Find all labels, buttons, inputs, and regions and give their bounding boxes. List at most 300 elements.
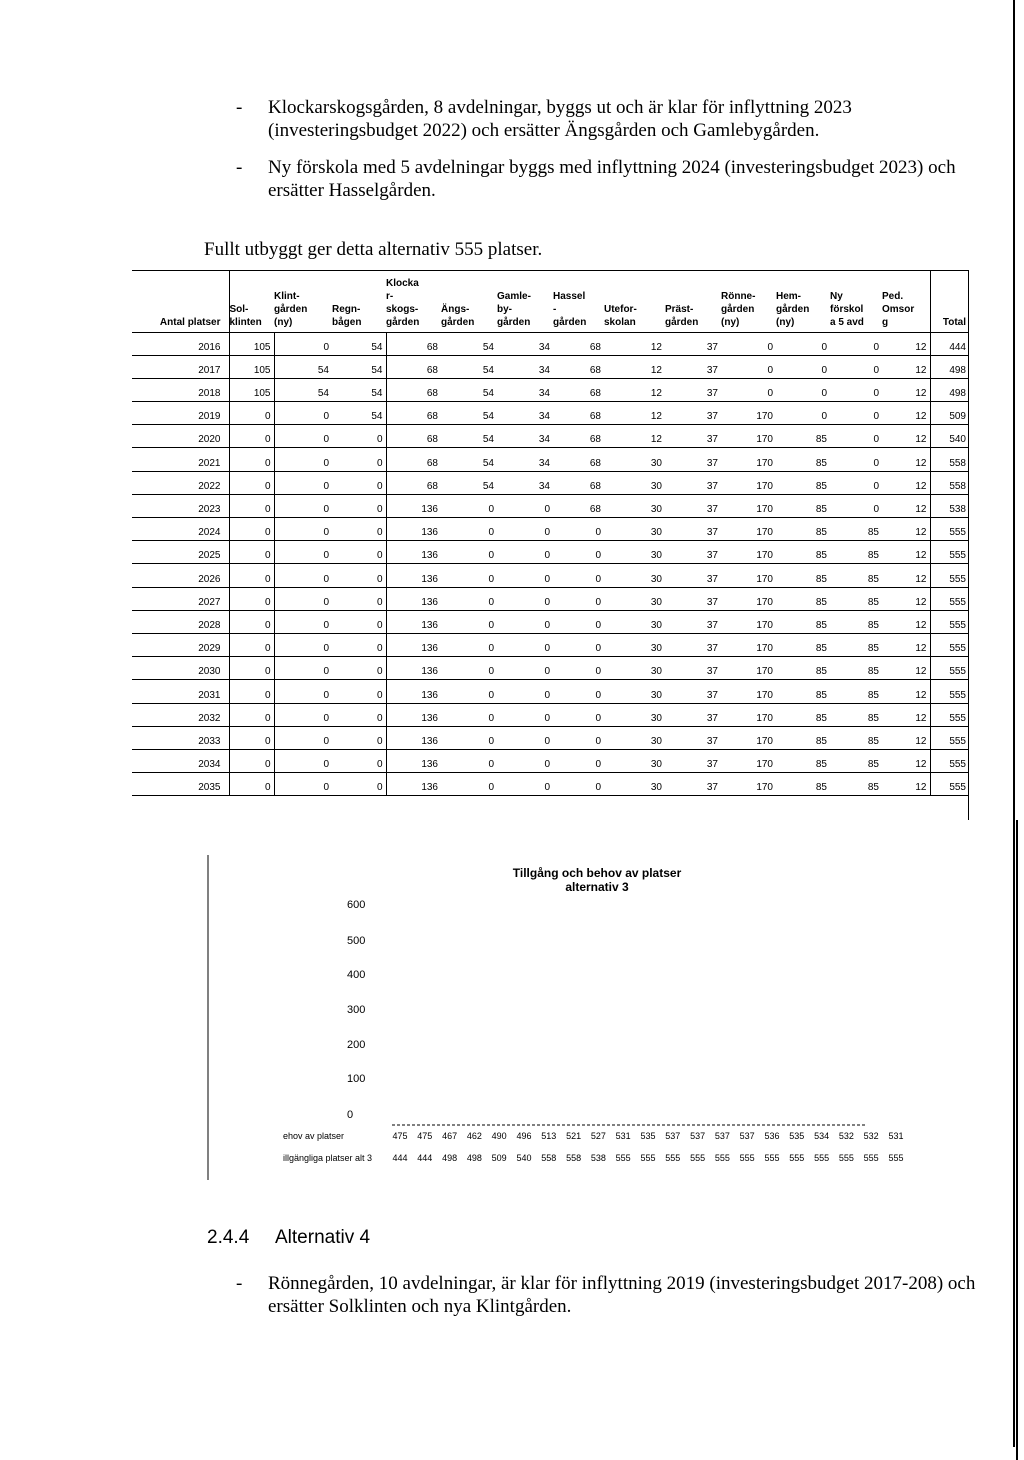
table-cell: 85 (776, 657, 830, 680)
year-cell: 2018 (132, 378, 229, 401)
series-label: ehov av platser (283, 1131, 345, 1141)
table-cell: 0 (553, 657, 604, 680)
series-value: 509 (491, 1153, 507, 1163)
table-cell: 54 (332, 402, 386, 425)
table-cell: 12 (882, 541, 930, 564)
table-cell: 30 (604, 494, 665, 517)
table-cell: 0 (332, 564, 386, 587)
table-cell: 30 (604, 471, 665, 494)
table-cell: 12 (882, 633, 930, 656)
table-cell: 0 (274, 541, 332, 564)
bullet-item: - Klockarskogsgården, 8 avdelningar, byggs ut och är klar för inflyttning 2023 (investeringsbudget 2022) och ersätter Ängsgården och Gamlebygården. (236, 97, 852, 141)
table-cell: 136 (386, 518, 441, 541)
column-header: Hem- gården (ny) (776, 270, 830, 332)
table-cell: 170 (721, 541, 776, 564)
table-cell: 37 (665, 541, 721, 564)
table-cell: 555 (930, 657, 969, 680)
table-cell: 0 (776, 402, 830, 425)
table-cell: 105 (229, 378, 274, 401)
table-cell: 0 (274, 657, 332, 680)
table-cell: 0 (553, 633, 604, 656)
table-cell: 37 (665, 749, 721, 772)
table-cell: 555 (930, 773, 969, 796)
column-header: Regn- bågen (332, 270, 386, 332)
table-cell: 37 (665, 610, 721, 633)
series-value: 537 (739, 1131, 755, 1141)
table-cell: 0 (229, 773, 274, 796)
table-cell: 0 (497, 541, 553, 564)
series-value: 555 (838, 1153, 854, 1163)
column-header: Utefor- skolan (604, 270, 665, 332)
bullet-item: - Rönnegården, 10 avdelningar, är klar för inflyttning 2019 (investeringsbudget 2017-208) och ersätter Solklinten och nya Klintgården. (236, 1273, 976, 1317)
table-cell: 0 (332, 518, 386, 541)
table-cell: 0 (332, 587, 386, 610)
year-cell: 2023 (132, 494, 229, 517)
bullet-text: Ny förskola med 5 avdelningar byggs med inflyttning 2024 (investeringsbudget 2023) och ersätter Hasselgården. (268, 157, 956, 201)
series-value: 538 (590, 1153, 606, 1163)
table-cell: 30 (604, 726, 665, 749)
table-cell: 54 (332, 378, 386, 401)
year-cell: 2027 (132, 587, 229, 610)
series-value: 555 (739, 1153, 755, 1163)
table-cell: 0 (776, 355, 830, 378)
table-cell: 0 (229, 703, 274, 726)
table-cell: 0 (332, 657, 386, 680)
table-cell: 555 (930, 518, 969, 541)
table-cell: 85 (776, 703, 830, 726)
table-cell: 85 (776, 749, 830, 772)
table-cell: 0 (441, 657, 497, 680)
table-cell: 136 (386, 564, 441, 587)
table-cell: 54 (332, 332, 386, 355)
year-cell: 2028 (132, 610, 229, 633)
table-cell: 170 (721, 703, 776, 726)
table-cell: 0 (229, 448, 274, 471)
year-cell: 2019 (132, 402, 229, 425)
table-cell: 555 (930, 633, 969, 656)
series-value: 536 (764, 1131, 780, 1141)
table-cell: 0 (553, 680, 604, 703)
table-cell: 37 (665, 448, 721, 471)
table-row (132, 657, 969, 680)
series-value: 475 (417, 1131, 433, 1141)
table-cell: 30 (604, 448, 665, 471)
table-cell: 68 (386, 448, 441, 471)
year-cell: 2016 (132, 332, 229, 355)
table-cell: 170 (721, 749, 776, 772)
series-value: 555 (714, 1153, 730, 1163)
table-cell: 54 (332, 355, 386, 378)
table-cell: 0 (229, 494, 274, 517)
table-cell: 85 (776, 680, 830, 703)
table-cell: 0 (274, 402, 332, 425)
table-cell: 34 (497, 402, 553, 425)
table-cell: 37 (665, 564, 721, 587)
table-cell: 136 (386, 680, 441, 703)
table-cell: 37 (665, 773, 721, 796)
table-cell: 37 (665, 587, 721, 610)
table-cell: 0 (553, 726, 604, 749)
series-value: 555 (615, 1153, 631, 1163)
table-cell: 170 (721, 471, 776, 494)
table-cell: 12 (882, 494, 930, 517)
series-value: 475 (392, 1131, 408, 1141)
chart-series-row (207, 1153, 947, 1175)
column-header: Sol- klinten (229, 270, 274, 332)
series-label: illgängliga platser alt 3 (283, 1153, 373, 1163)
series-value: 555 (814, 1153, 830, 1163)
table-cell: 30 (604, 773, 665, 796)
table-cell: 85 (830, 703, 882, 726)
table-cell: 136 (386, 587, 441, 610)
table-cell: 85 (830, 749, 882, 772)
table-cell: 0 (721, 332, 776, 355)
table-cell: 0 (441, 494, 497, 517)
capacity-table (132, 270, 969, 796)
table-cell: 558 (930, 448, 969, 471)
table-cell: 555 (930, 703, 969, 726)
table-cell: 37 (665, 402, 721, 425)
table-cell: 68 (386, 471, 441, 494)
table-cell: 68 (386, 402, 441, 425)
series-value: 555 (888, 1153, 904, 1163)
table-cell: 68 (553, 425, 604, 448)
table-cell: 136 (386, 633, 441, 656)
table-cell: 12 (604, 332, 665, 355)
table-row (132, 633, 969, 656)
table-cell: 0 (274, 448, 332, 471)
table-cell: 85 (830, 587, 882, 610)
table-cell: 12 (604, 402, 665, 425)
series-value: 513 (541, 1131, 557, 1141)
series-value: 555 (690, 1153, 706, 1163)
table-cell: 68 (386, 332, 441, 355)
table-cell: 12 (882, 749, 930, 772)
summary-text: Fullt utbyggt ger detta alternativ 555 platser. (204, 239, 543, 260)
table-cell: 12 (882, 425, 930, 448)
table-cell: 0 (830, 378, 882, 401)
series-value: 498 (466, 1153, 482, 1163)
table-cell: 54 (441, 402, 497, 425)
bullet-item: - Ny förskola med 5 avdelningar byggs med inflyttning 2024 (investeringsbudget 2023) och ersätter Hasselgården. (236, 157, 956, 201)
table-cell: 170 (721, 680, 776, 703)
table-cell: 0 (274, 749, 332, 772)
table-row (132, 773, 969, 796)
table-cell: 0 (553, 749, 604, 772)
table-cell: 170 (721, 518, 776, 541)
table-cell: 37 (665, 633, 721, 656)
table-cell: 170 (721, 726, 776, 749)
table-cell: 105 (229, 355, 274, 378)
table-row (132, 564, 969, 587)
chart-series-row (207, 1131, 947, 1153)
table-cell: 85 (776, 425, 830, 448)
table-cell: 68 (553, 448, 604, 471)
table-row (132, 587, 969, 610)
table-cell: 0 (497, 657, 553, 680)
table-cell: 54 (274, 355, 332, 378)
table-cell: 34 (497, 355, 553, 378)
table-cell: 0 (441, 773, 497, 796)
year-cell: 2030 (132, 657, 229, 680)
table-cell: 12 (882, 402, 930, 425)
table-cell: 0 (497, 610, 553, 633)
table-cell: 0 (274, 633, 332, 656)
table-cell: 0 (274, 564, 332, 587)
table-cell: 85 (776, 726, 830, 749)
chart (207, 855, 947, 1180)
table-cell: 0 (229, 471, 274, 494)
table-cell: 37 (665, 425, 721, 448)
table-cell: 85 (776, 471, 830, 494)
table-cell: 37 (665, 332, 721, 355)
table-cell: 0 (441, 726, 497, 749)
right-margin-rule-lower (1016, 820, 1018, 1460)
table-cell: 0 (497, 518, 553, 541)
table-cell: 0 (274, 494, 332, 517)
table-cell: 37 (665, 471, 721, 494)
table-cell: 136 (386, 703, 441, 726)
series-value: 490 (491, 1131, 507, 1141)
table-cell: 12 (882, 657, 930, 680)
table-cell: 0 (441, 587, 497, 610)
series-value: 444 (392, 1153, 408, 1163)
table-row (132, 471, 969, 494)
year-cell: 2035 (132, 773, 229, 796)
table-cell: 0 (332, 471, 386, 494)
year-cell: 2033 (132, 726, 229, 749)
table-cell: 0 (776, 378, 830, 401)
table-cell: 136 (386, 657, 441, 680)
table-cell: 54 (441, 425, 497, 448)
table-cell: 34 (497, 332, 553, 355)
table-cell: 37 (665, 378, 721, 401)
series-value: 531 (888, 1131, 904, 1141)
table-cell: 12 (882, 587, 930, 610)
table-cell: 0 (229, 402, 274, 425)
table-cell: 0 (830, 471, 882, 494)
column-header: Hassel - gården (553, 270, 604, 332)
table-cell: 30 (604, 587, 665, 610)
series-value: 555 (640, 1153, 656, 1163)
year-cell: 2020 (132, 425, 229, 448)
table-cell: 85 (830, 541, 882, 564)
table-cell: 0 (229, 657, 274, 680)
table-cell: 0 (553, 773, 604, 796)
table-cell: 555 (930, 587, 969, 610)
table-cell: 170 (721, 564, 776, 587)
table-cell: 85 (830, 610, 882, 633)
table-cell: 0 (497, 564, 553, 587)
table-cell: 54 (274, 378, 332, 401)
table-cell: 85 (776, 448, 830, 471)
series-value: 532 (863, 1131, 879, 1141)
column-header: Total (930, 270, 969, 332)
table-cell: 136 (386, 541, 441, 564)
series-value: 558 (566, 1153, 582, 1163)
table-row (132, 541, 969, 564)
table-cell: 37 (665, 518, 721, 541)
table-cell: 170 (721, 657, 776, 680)
table-cell: 0 (229, 749, 274, 772)
table-cell: 37 (665, 680, 721, 703)
table-cell: 538 (930, 494, 969, 517)
table-cell: 85 (830, 680, 882, 703)
y-tick-label: 300 (347, 1004, 366, 1016)
table-row (132, 749, 969, 772)
table-cell: 170 (721, 448, 776, 471)
table-cell: 85 (830, 518, 882, 541)
chart-data-table (207, 1131, 947, 1175)
table-cell: 12 (604, 378, 665, 401)
table-cell: 68 (553, 402, 604, 425)
column-header: Antal platser (132, 270, 229, 332)
table-cell: 0 (274, 726, 332, 749)
table-cell: 170 (721, 610, 776, 633)
series-value: 527 (590, 1131, 606, 1141)
table-cell: 555 (930, 749, 969, 772)
table-cell: 0 (274, 471, 332, 494)
table-cell: 85 (830, 726, 882, 749)
table-cell: 0 (274, 773, 332, 796)
table-cell: 68 (386, 378, 441, 401)
table-cell: 0 (497, 680, 553, 703)
table-cell: 0 (229, 564, 274, 587)
table-cell: 0 (229, 518, 274, 541)
table-cell: 0 (274, 610, 332, 633)
table-row (132, 448, 969, 471)
table-cell: 0 (497, 633, 553, 656)
table-cell: 170 (721, 587, 776, 610)
table-cell: 34 (497, 425, 553, 448)
table-cell: 136 (386, 726, 441, 749)
table-cell: 85 (776, 610, 830, 633)
series-value: 444 (417, 1153, 433, 1163)
table-cell: 555 (930, 726, 969, 749)
series-value: 555 (764, 1153, 780, 1163)
right-margin-rule (1013, 0, 1015, 1447)
table-cell: 30 (604, 633, 665, 656)
year-cell: 2021 (132, 448, 229, 471)
table-cell: 12 (604, 425, 665, 448)
table-cell: 0 (497, 587, 553, 610)
table-row (132, 703, 969, 726)
table-cell: 136 (386, 610, 441, 633)
table-cell: 0 (776, 332, 830, 355)
series-value: 462 (466, 1131, 482, 1141)
table-row (132, 680, 969, 703)
table-row (132, 425, 969, 448)
series-value: 555 (863, 1153, 879, 1163)
table-cell: 0 (229, 587, 274, 610)
table-cell: 85 (830, 773, 882, 796)
table-cell: 0 (441, 633, 497, 656)
table-cell: 444 (930, 332, 969, 355)
table-cell: 37 (665, 494, 721, 517)
series-value: 537 (665, 1131, 681, 1141)
table-cell: 30 (604, 541, 665, 564)
table-cell: 0 (497, 494, 553, 517)
column-header: Ped. Omsor g (882, 270, 930, 332)
table-cell: 85 (830, 657, 882, 680)
year-cell: 2026 (132, 564, 229, 587)
series-value: 537 (690, 1131, 706, 1141)
table-row (132, 518, 969, 541)
table-cell: 0 (332, 703, 386, 726)
table-cell: 555 (930, 610, 969, 633)
series-value: 534 (814, 1131, 830, 1141)
table-cell: 136 (386, 494, 441, 517)
series-value: 558 (541, 1153, 557, 1163)
table-cell: 136 (386, 749, 441, 772)
table-cell: 0 (497, 726, 553, 749)
table-cell: 0 (830, 402, 882, 425)
table-cell: 34 (497, 378, 553, 401)
table-cell: 170 (721, 402, 776, 425)
table-cell: 30 (604, 518, 665, 541)
y-tick-label: 500 (347, 935, 366, 947)
table-cell: 0 (497, 773, 553, 796)
table-cell: 0 (553, 541, 604, 564)
table-cell: 30 (604, 564, 665, 587)
table-cell: 170 (721, 494, 776, 517)
table-cell: 0 (332, 749, 386, 772)
series-value: 498 (442, 1153, 458, 1163)
table-cell: 0 (553, 518, 604, 541)
year-cell: 2034 (132, 749, 229, 772)
table-cell: 0 (229, 633, 274, 656)
table-cell: 0 (830, 425, 882, 448)
table-cell: 0 (553, 703, 604, 726)
table-cell: 0 (553, 587, 604, 610)
table-cell: 68 (553, 471, 604, 494)
table-cell: 0 (274, 703, 332, 726)
table-cell: 68 (386, 355, 441, 378)
table-cell: 68 (553, 332, 604, 355)
table-cell: 12 (882, 703, 930, 726)
table-cell: 68 (553, 355, 604, 378)
table-cell: 85 (830, 564, 882, 587)
series-value: 496 (516, 1131, 532, 1141)
table-cell: 0 (830, 494, 882, 517)
table-cell: 0 (830, 332, 882, 355)
table-cell: 37 (665, 355, 721, 378)
column-header: Präst- gården (665, 270, 721, 332)
table-cell: 170 (721, 633, 776, 656)
table-cell: 12 (882, 378, 930, 401)
table-cell: 12 (882, 610, 930, 633)
table-cell: 105 (229, 332, 274, 355)
table-row (132, 332, 969, 355)
table-row (132, 494, 969, 517)
y-tick-label: 0 (347, 1109, 354, 1121)
table-cell: 54 (441, 471, 497, 494)
table-cell: 68 (386, 425, 441, 448)
table-row (132, 402, 969, 425)
table-cell: 0 (229, 541, 274, 564)
table-cell: 12 (882, 564, 930, 587)
table-cell: 54 (441, 355, 497, 378)
table-cell: 12 (882, 773, 930, 796)
table-cell: 0 (332, 541, 386, 564)
table-cell: 0 (441, 680, 497, 703)
table-cell: 85 (776, 494, 830, 517)
table-cell: 37 (665, 703, 721, 726)
year-cell: 2024 (132, 518, 229, 541)
year-cell: 2025 (132, 541, 229, 564)
chart-title: Tillgång och behov av platser alternativ 3 (512, 866, 682, 894)
top-bullet-list (236, 96, 996, 216)
